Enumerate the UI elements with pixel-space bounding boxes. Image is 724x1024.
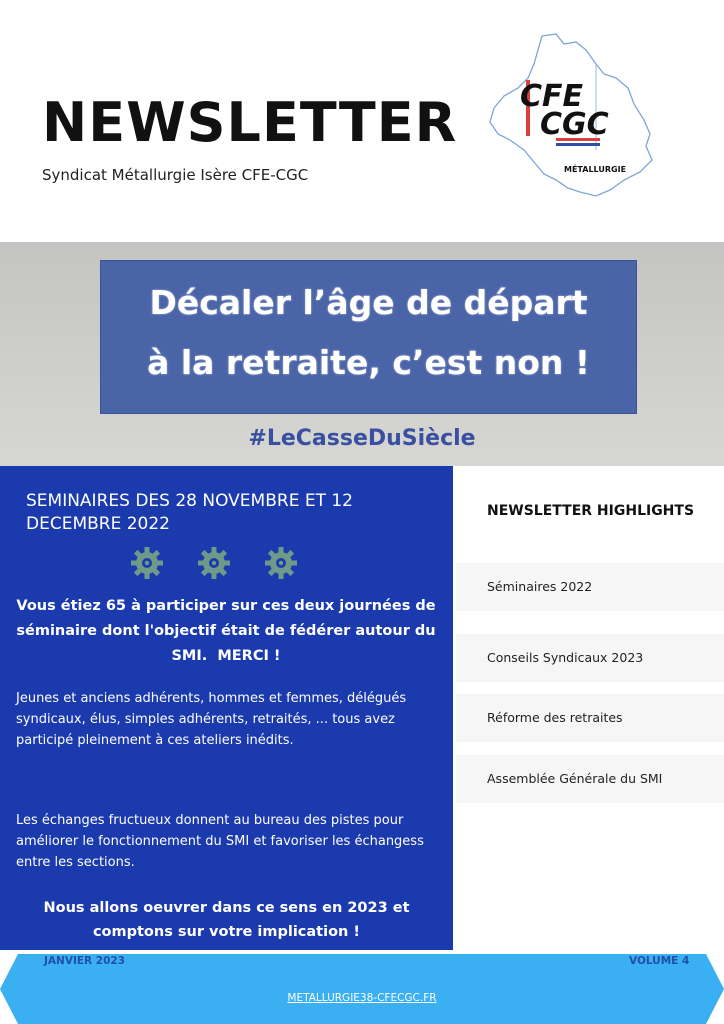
highlight-item-label: Séminaires 2022: [487, 579, 593, 594]
newsletter-subtitle: Syndicat Métallurgie Isère CFE-CGC: [42, 166, 309, 184]
article-closing: Nous allons oeuvrer dans ce sens en 2023 et comptons sur votre implication !: [43, 900, 410, 940]
newsletter-title: NEWSLETTER: [42, 91, 458, 154]
svg-text:CGC: CGC: [540, 107, 609, 142]
highlight-item-reforme[interactable]: [456, 694, 724, 742]
article-paragraph-2: Les échanges fructueux donnent au bureau des pistes pour améliorer le fonctionnement du SMI et favoriser les échangess entre les sections.: [16, 813, 424, 870]
banner-line-1: Décaler l’âge de départ: [149, 283, 588, 322]
article-title: SEMINAIRES DES 28 NOVEMBRE ET 12 DECEMBRE 2022: [26, 491, 354, 534]
article-paragraph-1: Jeunes et anciens adhérents, hommes et femmes, délégués syndicaux, élus, simples adhérents, retraités, ... tous avez participé pleinement à ces ateliers inédits.: [16, 691, 407, 748]
article-lead: [16, 594, 436, 669]
gear-icon: [264, 546, 298, 580]
svg-text:CFE: CFE: [520, 79, 584, 114]
footer-website-link[interactable]: METALLURGIE38-CFECGC.FR: [287, 992, 437, 1004]
highlight-item-label: Assemblée Générale du SMI: [487, 771, 663, 786]
footer-volume: VOLUME 4: [629, 955, 690, 967]
highlight-item-conseils[interactable]: [456, 634, 724, 682]
banner-line-2: à la retraite, c’est non !: [147, 343, 590, 382]
isere-map-outline-icon: [484, 30, 656, 202]
highlight-item-label: Réforme des retraites: [487, 710, 623, 725]
cfe-cgc-logo: [484, 30, 656, 202]
banner-hashtag: #LeCasseDuSiècle: [248, 426, 476, 451]
article-panel: [0, 466, 453, 950]
highlight-item-label: Conseils Syndicaux 2023: [487, 650, 644, 665]
article-lead-text: Vous étiez 65 à participer sur ces deux journées de séminaire dont l'objectif était de fédérer autour du SMI.: [16, 598, 436, 664]
highlight-item-seminaires[interactable]: [456, 563, 724, 611]
banner-message-box: [100, 260, 637, 414]
svg-text:MÉTALLURGIE: MÉTALLURGIE: [564, 165, 627, 174]
article-lead-thanks: MERCI !: [217, 648, 281, 664]
gear-icon: [197, 546, 231, 580]
footer-date: JANVIER 2023: [44, 955, 125, 967]
gear-icon: [130, 546, 164, 580]
highlight-item-assemblee[interactable]: [456, 755, 724, 803]
highlights-title: NEWSLETTER HIGHLIGHTS: [487, 503, 695, 519]
